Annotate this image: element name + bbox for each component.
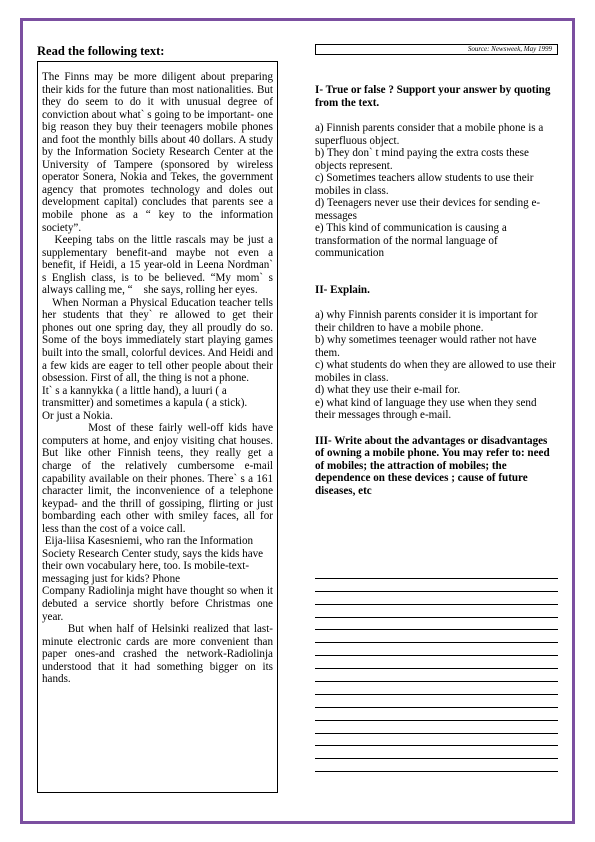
answer-line[interactable] (315, 682, 558, 695)
answer-line[interactable] (315, 618, 558, 631)
section2-item: b) why sometimes teenager would rather not have them. (315, 334, 537, 359)
answer-line[interactable] (315, 630, 558, 643)
section1-item: e) This kind of communication is causing a transformation of the normal language of communication (315, 222, 507, 259)
answer-line[interactable] (315, 669, 558, 682)
answer-line[interactable] (315, 695, 558, 708)
section2-item: c) what students do when they are allowed to use their mobiles in class. (315, 359, 556, 384)
questions-column (315, 84, 559, 497)
article-paragraph: Most of these fairly well-off kids have computers at home, and enjoy visiting chat houses. But like other Finnish teens, they really get a charge of the relatively cumbersome e-mail capability available on their phones. There` s a 161 character limit, the inconvenience of a telephone keypad- and the thrill of gossiping, flirting or just bombarding each other with smiley faces, all for less than the cost of a voice call. (42, 422, 276, 535)
section2-item: e) what kind of language they use when they send their messages through e-mail. (315, 396, 537, 421)
answer-line[interactable] (315, 643, 558, 656)
section1-heading: I- True or false ? Support your answer by quoting from the text. (315, 84, 551, 109)
answer-lines (315, 566, 558, 772)
section2-item: d) what they use their e-mail for. (315, 384, 461, 396)
answer-line[interactable] (315, 759, 558, 772)
answer-line[interactable] (315, 721, 558, 734)
answer-line[interactable] (315, 592, 558, 605)
section2-heading: II- Explain. (315, 283, 370, 296)
article-paragraph: Eija-liisa Kasesniemi, who ran the Information Society Research Center study, says the kids have their own vocabulary here, too. Is mobile-text-messaging just for kids? Phone (42, 535, 266, 585)
article-paragraph: Or just a Nokia. (42, 409, 113, 422)
section1-item: c) Sometimes teachers allow students to use their mobiles in class. (315, 172, 534, 197)
section1-item: a) Finnish parents consider that a mobile phone is a superfluous object. (315, 122, 544, 147)
answer-line[interactable] (315, 708, 558, 721)
answer-line[interactable] (315, 605, 558, 618)
article-paragraph: When Norman a Physical Education teacher tells her students that they` re allowed to get their phones out one spring day, they all proudly do so. Some of the boys immediately start playing games built into the small, colorful devices. And Heidi and a few kids are eager to tell other people about their obsession. First of all, the thing is not a phone. (42, 296, 276, 385)
answer-line[interactable] (315, 734, 558, 747)
section1-item: b) They don` t mind paying the extra costs these objects represent. (315, 147, 529, 172)
answer-line[interactable] (315, 579, 558, 592)
article-box (37, 61, 278, 793)
article-paragraph: It` s a kannykka ( a little hand), a luuri ( a transmitter) and sometimes a kapula ( a stick). (42, 384, 248, 410)
section3-heading: III- Write about the advantages or disadvantages of owning a mobile phone. You may refer to: need of mobiles; the attraction of mobiles; the dependence on these devices ; cause of future diseases, etc (315, 434, 550, 497)
answer-line[interactable] (315, 746, 558, 759)
article-paragraph: Keeping tabs on the little rascals may be just a supplementary benefit-and maybe not even a benefit, if Heidi, a 15 year-old in Leena Nordman` s English class, is to be believed. “My mom` s always calling me, “ she says, rolling her eyes. (42, 234, 276, 297)
section1-item: d) Teenagers never use their devices for sending e-messages (315, 197, 541, 222)
article-paragraph: The Finns may be more diligent about preparing their kids for the future than most nationalities. But they do seem to do it with unusual degree of conviction about what` s going to be important- one big reason they buy their teenagers mobile phones and foot the monthly bills about 40 dollars. A study by the Information Society Research Center at the University of Tampere (sponsored by wireless operator Sonera, Nokia and Tekes, the government agency that promotes technology and doles out development capital) concludes that parents see a mobile phone as a “ key to the information society”. (42, 71, 273, 234)
article-paragraph: Company Radiolinja might have thought so when it debuted a service shortly before Christmas one year. (42, 585, 273, 623)
answer-line[interactable] (315, 656, 558, 669)
read-heading: Read the following text: (37, 44, 165, 58)
article-paragraph: But when half of Helsinki realized that last-minute electronic cards are more convenient than paper ones-and crashed the network-Radiolinja understood that it had something bigger on its hands. (42, 623, 276, 686)
answer-line[interactable] (315, 566, 558, 579)
section2-item: a) why Finnish parents consider it is important for their children to have a mobile phone. (315, 309, 538, 334)
source-box: Source: Newsweek, May 1999 (315, 44, 558, 55)
